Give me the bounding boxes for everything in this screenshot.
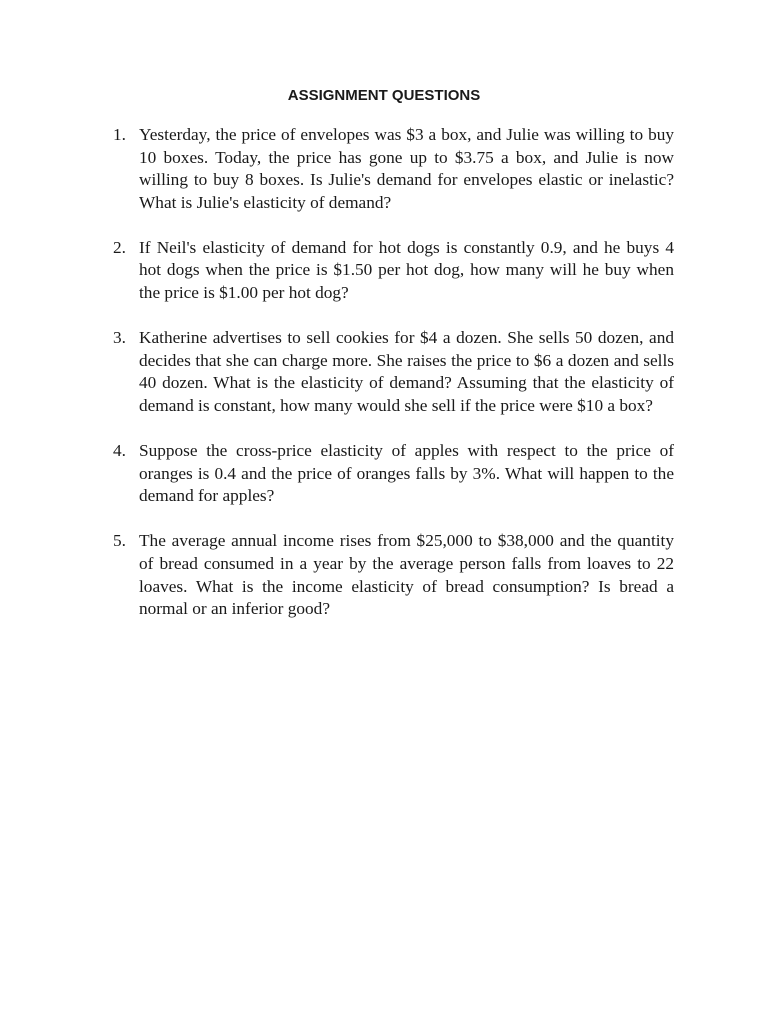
question-text: Suppose the cross-price elasticity of apples with respect to the price of oranges is 0.4 and the price of oranges falls by 3%. What will happen to the demand for apples? bbox=[139, 441, 674, 506]
question-number: 4. bbox=[113, 441, 126, 461]
question-number: 5. bbox=[113, 531, 126, 551]
document-title: ASSIGNMENT QUESTIONS bbox=[287, 87, 481, 104]
question-number: 3. bbox=[113, 328, 126, 348]
question-item-3 bbox=[113, 327, 674, 417]
question-text: If Neil's elasticity of demand for hot dogs is constantly 0.9, and he buys 4 hot dogs when the price is $1.50 per hot dog, how many will he buy when the price is $1.00 per hot dog? bbox=[139, 237, 674, 303]
question-item-2 bbox=[113, 237, 674, 305]
question-text: The average annual income rises from $25,000 to $38,000 and the quantity of bread consumed in a year by the average person falls from loaves to 22 loaves. What is the income elasticity of bread consumption? Is bread a normal or an inferior good? bbox=[139, 531, 674, 619]
question-text: Katherine advertises to sell cookies for $4 a dozen. She sells 50 dozen, and decides that she can charge more. She raises the price to $6 a dozen and sells 40 dozen. What is the elasticity of demand? Assuming that the elasticity of demand is constant, how many would she sell if the price were $10 a box? bbox=[139, 328, 674, 415]
question-text: Yesterday, the price of envelopes was $3 a box, and Julie was willing to buy 10 boxes. Today, the price has gone up to $3.75 a box, and Julie is now willing to buy 8 boxes. Is Julie's demand for envelopes elastic or inelastic? What is Julie's elasticity of demand? bbox=[139, 125, 674, 212]
question-item-5 bbox=[113, 530, 674, 620]
question-item-1 bbox=[113, 124, 674, 214]
question-item-4 bbox=[113, 440, 674, 508]
question-number: 2. bbox=[113, 237, 126, 257]
question-number: 1. bbox=[113, 125, 126, 144]
question-list bbox=[113, 124, 674, 643]
